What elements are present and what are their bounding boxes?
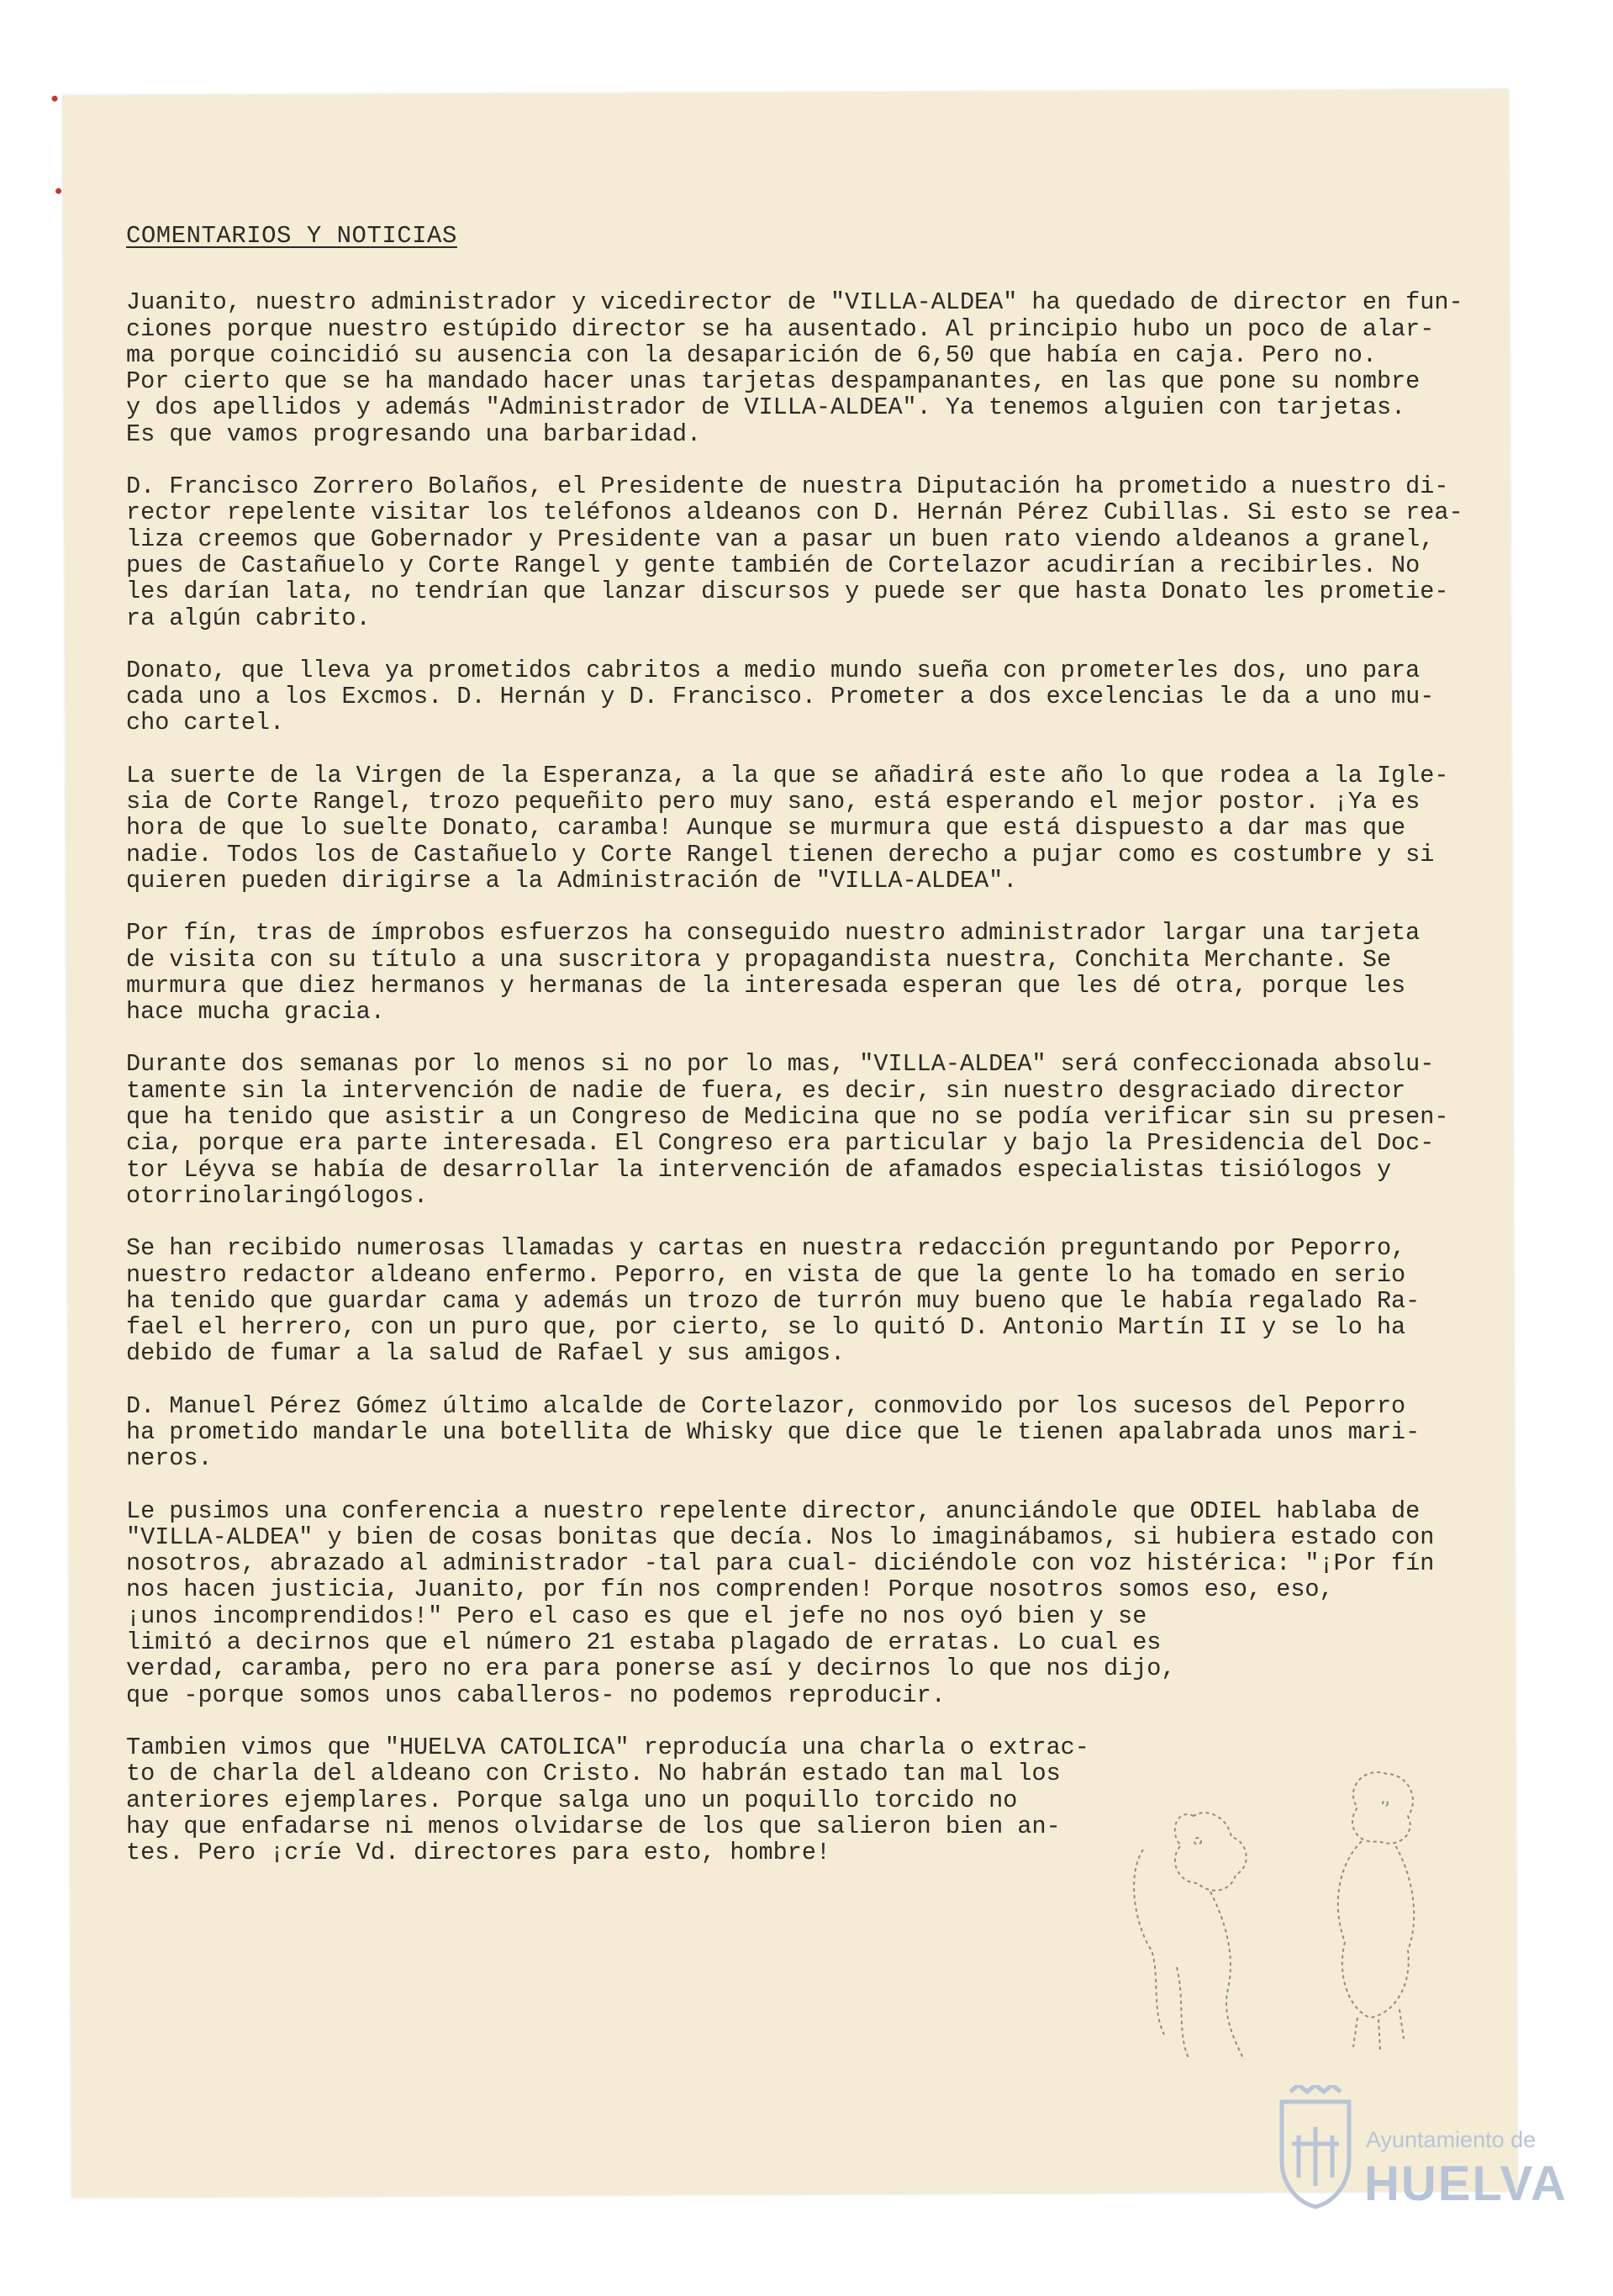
text-line: neros. <box>126 1444 213 1473</box>
text-line: hora de que lo suelte Donato, caramba! Aunque se murmura que está dispuesto a dar mas que <box>126 814 1406 842</box>
paragraph <box>126 473 1479 631</box>
text-line: rector repelente visitar los teléfonos aldeanos con D. Hernán Pérez Cubillas. Si esto se rea- <box>126 499 1463 527</box>
text-line: limitó a decirnos que el número 21 estaba plagado de erratas. Lo cual es <box>126 1628 1162 1657</box>
text-line: tes. Pero ¡críe Vd. directores para esto, hombre! <box>126 1839 831 1867</box>
text-line: Donato, que lleva ya prometidos cabritos a medio mundo sueña con prometerles dos, uno para <box>126 656 1421 684</box>
text-line: La suerte de la Virgen de la Esperanza, a la que se añadirá este año lo que rodea a la Igle- <box>126 761 1449 789</box>
paragraph <box>126 1051 1479 1209</box>
text-line: Durante dos semanas por lo menos si no por lo mas, "VILLA-ALDEA" será confeccionada absolu- <box>126 1050 1435 1079</box>
text-line: tor Léyva se había de desarrollar la intervención de afamados especialistas tisiólogos y <box>126 1155 1392 1184</box>
watermark-title: HUELVA <box>1364 2156 1568 2211</box>
lamb-doodle-icon <box>1118 1757 1471 2119</box>
text-line: to de charla del aldeano con Cristo. No habrán estado tan mal los <box>126 1760 1061 1788</box>
text-line: sia de Corte Rangel, trozo pequeñito pero muy sano, está esperando el mejor postor. ¡Ya es <box>126 788 1421 816</box>
paragraph <box>126 763 1479 894</box>
text-line: de visita con su título a una suscritora y propagandista nuestra, Conchita Merchante. Se <box>126 945 1392 974</box>
text-line: les darían lata, no tendrían que lanzar discursos y puede ser que hasta Donato les prometie- <box>126 578 1449 606</box>
text-line: cada uno a los Excmos. D. Hernán y D. Francisco. Prometer a dos excelencias le da a uno mu- <box>126 683 1435 711</box>
text-line: nuestro redactor aldeano enfermo. Peporro, en vista de que la gente lo ha tomado en serio <box>126 1260 1406 1289</box>
text-line: y dos apellidos y además "Administrador de VILLA-ALDEA". Ya tenemos alguien con tarjetas. <box>126 393 1406 422</box>
text-line: cho cartel. <box>126 709 285 737</box>
text-line: ma porque coincidió su ausencia con la desaparición de 6,50 que había en caja. Pero no. <box>126 340 1377 369</box>
watermark-subtitle: Ayuntamiento de <box>1366 2127 1537 2152</box>
text-line: anteriores ejemplares. Porque salga uno un poquillo torcido no <box>126 1786 1018 1814</box>
text-line: ha tenido que guardar cama y además un trozo de turrón muy bueno que le había regalado Ra- <box>126 1286 1421 1315</box>
punch-hole <box>55 188 61 194</box>
text-line: nosotros, abrazado al administrador -tal para cual- diciéndole con voz histérica: "¡Por fín <box>126 1549 1435 1578</box>
text-line: fael el herrero, con un puro que, por cierto, se lo quitó D. Antonio Martín II y se lo ha <box>126 1313 1406 1342</box>
text-line: hace mucha gracia. <box>126 998 385 1027</box>
huelva-watermark <box>1273 2085 1568 2228</box>
text-line: Por fín, tras de ímprobos esfuerzos ha conseguido nuestro administrador largar una tarjeta <box>126 919 1421 947</box>
text-line: Juanito, nuestro administrador y vicedirector de "VILLA-ALDEA" ha quedado de director en fun- <box>126 288 1463 317</box>
text-line: nadie. Todos los de Castañuelo y Corte Rangel tienen derecho a pujar como es costumbre y si <box>126 840 1435 868</box>
text-line: ra algún cabrito. <box>126 604 371 632</box>
text-line: Se han recibido numerosas llamadas y cartas en nuestra redacción preguntando por Peporro, <box>126 1234 1406 1263</box>
paragraph <box>126 657 1479 736</box>
text-line: Le pusimos una conferencia a nuestro repelente director, anunciándole que ODIEL hablaba de <box>126 1496 1421 1525</box>
text-line: que ha tenido que asistir a un Congreso de Medicina que no se podía verificar sin su presen- <box>126 1103 1449 1132</box>
text-line: otorrinolaringólogos. <box>126 1181 429 1210</box>
text-line: Es que vamos progresando una barbaridad. <box>126 420 702 448</box>
text-line: hay que enfadarse ni menos olvidarse de los que salieron bien an- <box>126 1812 1061 1840</box>
paragraph <box>126 920 1479 1025</box>
paragraph <box>126 1498 1479 1708</box>
text-line: quieren pueden dirigirse a la Administración de "VILLA-ALDEA". <box>126 866 1018 895</box>
text-line: pues de Castañuelo y Corte Rangel y gente también de Cortelazor acudirían a recibirles. No <box>126 551 1421 579</box>
text-line: verdad, caramba, pero no era para ponerse así y decirnos lo que nos dijo, <box>126 1655 1176 1683</box>
paragraph <box>126 1235 1479 1366</box>
paragraph <box>126 289 1479 447</box>
text-line: ha prometido mandarle una botellita de Whisky que dice que le tienen apalabrada unos mari- <box>126 1417 1421 1446</box>
text-line: liza creemos que Gobernador y Presidente van a pasar un buen rato viendo aldeanos a granel, <box>126 525 1435 553</box>
text-line: cia, porque era parte interesada. El Congreso era particular y bajo la Presidencia del Doc- <box>126 1129 1435 1158</box>
section-heading: COMENTARIOS Y NOTICIAS <box>126 222 457 250</box>
text-line: tamente sin la intervención de nadie de fuera, es decir, sin nuestro desgraciado director <box>126 1076 1406 1105</box>
document-body <box>126 223 1479 1892</box>
text-line: debido de fumar a la salud de Rafael y sus amigos. <box>126 1339 846 1368</box>
text-line: murmura que diez hermanos y hermanas de la interesada esperan que les dé otra, porque les <box>126 971 1406 1000</box>
coat-of-arms-icon <box>1273 2085 1357 2211</box>
punch-hole <box>52 96 58 102</box>
text-line: Tambien vimos que "HUELVA CATOLICA" reproducía una charla o extrac- <box>126 1733 1089 1761</box>
paragraph-list <box>126 289 1479 1866</box>
text-line: "VILLA-ALDEA" y bien de cosas bonitas que decía. Nos lo imaginábamos, si hubiera estado con <box>126 1523 1435 1551</box>
text-line: D. Manuel Pérez Gómez último alcalde de Cortelazor, conmovido por los sucesos del Peporro <box>126 1391 1406 1420</box>
text-line: Por cierto que se ha mandado hacer unas tarjetas despampanantes, en las que pone su nombre <box>126 367 1421 396</box>
text-line: ¡unos incomprendidos!" Pero el caso es que el jefe no nos oyó bien y se <box>126 1602 1147 1630</box>
paragraph <box>126 1393 1479 1472</box>
text-line: D. Francisco Zorrero Bolaños, el Presidente de nuestra Diputación ha prometido a nuestro di- <box>126 472 1449 501</box>
text-line: que -porque somos unos caballeros- no podemos reproducir. <box>126 1681 946 1709</box>
text-line: nos hacen justicia, Juanito, por fín nos comprenden! Porque nosotros somos eso, eso, <box>126 1576 1334 1604</box>
text-line: ciones porque nuestro estúpido director se ha ausentado. Al principio hubo un poco de alar- <box>126 314 1435 343</box>
